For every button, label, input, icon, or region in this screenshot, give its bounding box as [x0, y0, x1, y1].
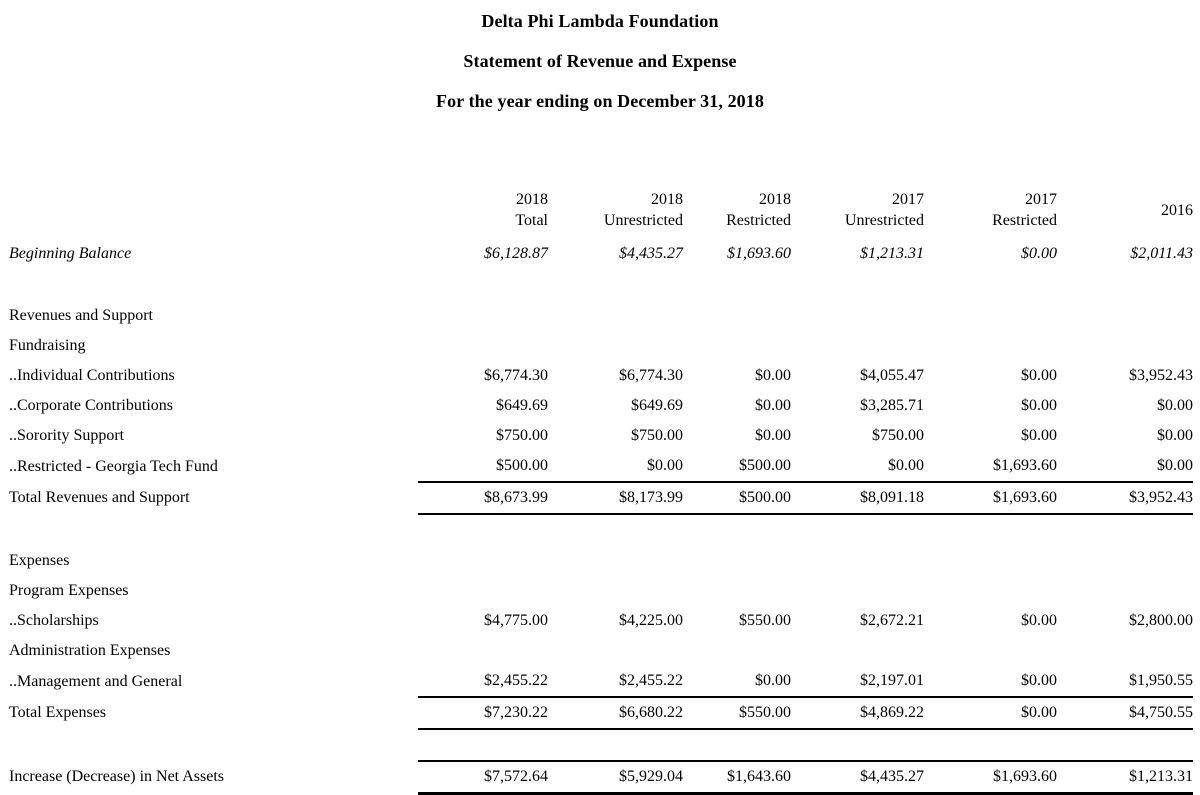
- row-management-and-general: [0, 666, 1193, 697]
- col-header-2018-total: [418, 173, 548, 239]
- row-expenses-section: [0, 546, 1193, 576]
- cell-2016: $0.00: [1157, 397, 1193, 414]
- cell-2018-restricted: $1,693.60: [727, 245, 791, 262]
- col-header-type: Restricted: [992, 212, 1057, 229]
- col-header-2017-unrestricted: [791, 173, 924, 239]
- cell-2017-unrestricted: $4,055.47: [860, 367, 924, 384]
- period-title: For the year ending on December 31, 2018: [436, 91, 764, 111]
- cell-2017-unrestricted: $750.00: [872, 427, 924, 444]
- cell-2018-unrestricted: $649.69: [631, 397, 683, 414]
- row-corporate-contributions: [0, 391, 1193, 421]
- row-label: ..Sorority Support: [9, 427, 125, 444]
- cell-2018-restricted: $0.00: [755, 397, 791, 414]
- cell-2018-total: $500.00: [496, 457, 548, 474]
- cell-2018-total: $2,455.22: [484, 672, 548, 689]
- cell-2017-restricted: $0.00: [1021, 397, 1057, 414]
- cell-2017-restricted: $1,693.60: [924, 482, 1057, 514]
- row-scholarships: [0, 606, 1193, 636]
- cell-2018-total: $6,128.87: [484, 245, 548, 262]
- statement-title: Statement of Revenue and Expense: [463, 51, 737, 71]
- section-label: Program Expenses: [9, 582, 129, 599]
- cell-2017-restricted: $1,693.60: [924, 761, 1057, 794]
- row-label: Increase (Decrease) in Net Assets: [9, 768, 225, 786]
- cell-2018-unrestricted: $6,680.22: [548, 697, 683, 729]
- cell-2016: $1,950.55: [1129, 672, 1193, 689]
- cell-2017-unrestricted: $1,213.31: [860, 245, 924, 262]
- empty-cells: [418, 546, 1193, 576]
- spacer-row: [0, 269, 1193, 301]
- row-increase-decrease-in-net-assets: [0, 761, 1193, 794]
- col-header-2016: [1057, 173, 1193, 239]
- section-label: Revenues and Support: [9, 307, 153, 324]
- cell-2017-restricted: $0.00: [1021, 367, 1057, 384]
- row-label: ..Individual Contributions: [9, 367, 175, 384]
- financial-statement-table: [0, 173, 1193, 795]
- row-revenues-and-support-section: [0, 301, 1193, 331]
- cell-2016: $0.00: [1157, 427, 1193, 444]
- cell-2018-unrestricted: $8,173.99: [548, 482, 683, 514]
- col-header-2017-restricted: [924, 173, 1057, 239]
- cell-2018-unrestricted: $4,435.27: [619, 245, 683, 262]
- col-header-year: 2018: [651, 191, 683, 208]
- row-label: ..Scholarships: [9, 612, 99, 629]
- row-label: ..Restricted - Georgia Tech Fund: [9, 457, 218, 475]
- cell-2016: $3,952.43: [1129, 367, 1193, 384]
- cell-2018-restricted: $500.00: [739, 457, 791, 474]
- section-label: Expenses: [9, 552, 70, 569]
- cell-2018-restricted: $500.00: [683, 482, 791, 514]
- row-total-revenues-and-support: [0, 482, 1193, 514]
- col-header-year: 2017: [892, 191, 924, 208]
- row-total-expenses: [0, 697, 1193, 729]
- cell-2018-unrestricted: $4,225.00: [619, 612, 683, 629]
- cell-2017-restricted: $0.00: [1021, 672, 1057, 689]
- cell-2017-restricted: $0.00: [1021, 245, 1057, 262]
- cell-2018-total: $649.69: [496, 397, 548, 414]
- row-label: Beginning Balance: [9, 245, 132, 262]
- cell-2018-total: $4,775.00: [484, 612, 548, 629]
- cell-2017-restricted: $0.00: [1021, 612, 1057, 629]
- empty-cells: [418, 331, 1193, 361]
- cell-2017-unrestricted: $2,197.01: [860, 672, 924, 689]
- row-sorority-support: [0, 421, 1193, 451]
- cell-2016: $2,800.00: [1129, 612, 1193, 629]
- spacer-row: [0, 729, 1193, 761]
- organization-title: Delta Phi Lambda Foundation: [481, 11, 719, 31]
- col-header-type: Restricted: [726, 212, 791, 229]
- empty-cells: [418, 301, 1193, 331]
- cell-2016: $1,213.31: [1057, 761, 1193, 794]
- cell-2018-unrestricted: $2,455.22: [619, 672, 683, 689]
- section-label: Administration Expenses: [9, 642, 171, 659]
- cell-2018-unrestricted: $0.00: [647, 457, 683, 474]
- cell-2018-unrestricted: $5,929.04: [548, 761, 683, 794]
- row-program-expenses-section: [0, 576, 1193, 606]
- cell-2018-restricted: $0.00: [755, 367, 791, 384]
- cell-2017-restricted: $1,693.60: [993, 457, 1057, 474]
- cell-2016: $0.00: [1157, 457, 1193, 474]
- row-restricted-georgia-tech-fund: [0, 451, 1193, 482]
- cell-2018-restricted: $550.00: [739, 612, 791, 629]
- row-beginning-balance: [0, 239, 1193, 269]
- empty-cells: [418, 576, 1193, 606]
- col-header-2018-restricted: [683, 173, 791, 239]
- cell-2017-restricted: $0.00: [924, 697, 1057, 729]
- cell-2016: $3,952.43: [1057, 482, 1193, 514]
- cell-2017-unrestricted: $4,435.27: [791, 761, 924, 794]
- cell-2018-total: $8,673.99: [418, 482, 548, 514]
- row-fundraising-section: [0, 331, 1193, 361]
- row-label: ..Management and General: [9, 672, 183, 690]
- cell-2018-total: $6,774.30: [484, 367, 548, 384]
- cell-2018-total: $750.00: [496, 427, 548, 444]
- document-header: [0, 0, 1200, 112]
- cell-2018-restricted: $0.00: [755, 672, 791, 689]
- cell-2017-unrestricted: $2,672.21: [860, 612, 924, 629]
- cell-2017-unrestricted: $8,091.18: [791, 482, 924, 514]
- cell-2018-restricted: $1,643.60: [683, 761, 791, 794]
- col-header-year: 2017: [1025, 191, 1057, 208]
- label-column-header: [0, 173, 418, 239]
- cell-2017-unrestricted: $4,869.22: [791, 697, 924, 729]
- section-label: Fundraising: [9, 337, 86, 354]
- cell-2017-unrestricted: $3,285.71: [860, 397, 924, 414]
- cell-2018-unrestricted: $750.00: [631, 427, 683, 444]
- cell-2018-restricted: $550.00: [683, 697, 791, 729]
- row-label: Total Expenses: [9, 704, 107, 721]
- cell-2018-unrestricted: $6,774.30: [619, 367, 683, 384]
- row-individual-contributions: [0, 361, 1193, 391]
- cell-2016: $4,750.55: [1057, 697, 1193, 729]
- col-header-type: Total: [515, 212, 548, 229]
- col-header-2018-unrestricted: [548, 173, 683, 239]
- col-header-year: 2018: [759, 191, 791, 208]
- col-header-year: 2018: [516, 191, 548, 208]
- column-header-row: [0, 173, 1193, 239]
- row-label: Total Revenues and Support: [9, 489, 190, 506]
- col-header-year: 2016: [1161, 202, 1193, 219]
- cell-2016: $2,011.43: [1130, 245, 1193, 262]
- cell-2018-total: $7,230.22: [418, 697, 548, 729]
- col-header-type: Unrestricted: [603, 212, 683, 229]
- cell-2018-total: $7,572.64: [418, 761, 548, 794]
- row-label: ..Corporate Contributions: [9, 397, 173, 414]
- row-administration-expenses-section: [0, 636, 1193, 666]
- cell-2018-restricted: $0.00: [755, 427, 791, 444]
- cell-2017-restricted: $0.00: [1021, 427, 1057, 444]
- empty-cells: [418, 636, 1193, 666]
- spacer-row: [0, 514, 1193, 546]
- col-header-type: Unrestricted: [844, 212, 924, 229]
- cell-2017-unrestricted: $0.00: [888, 457, 924, 474]
